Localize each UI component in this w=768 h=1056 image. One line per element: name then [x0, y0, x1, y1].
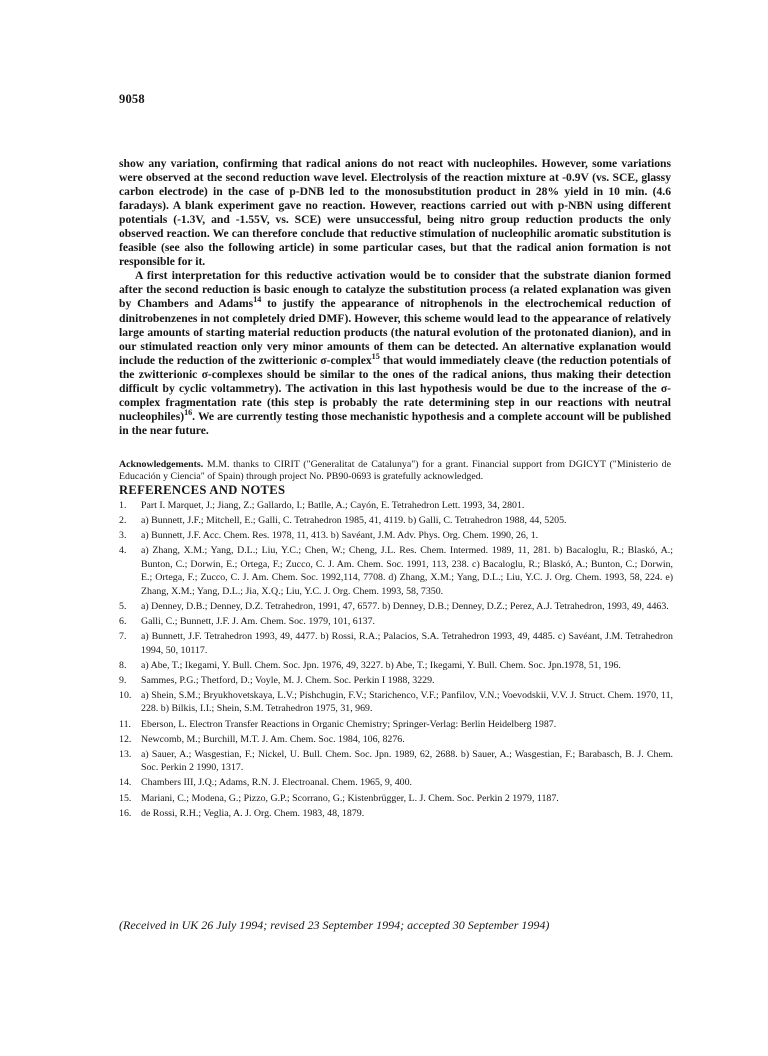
reference-item [119, 674, 673, 687]
reference-item [119, 776, 673, 789]
reference-number: 1. [119, 500, 127, 511]
reference-item [119, 718, 673, 731]
body-text [119, 157, 671, 438]
references-title: REFERENCES AND NOTES [119, 483, 286, 497]
reference-text: Part I. Marquet, J.; Jiang, Z.; Gallardo, I.; Batlle, A.; Cayón, E. Tetrahedron Lett. 1993, 34, 2801. [141, 500, 525, 511]
reference-number: 6. [119, 616, 127, 627]
reference-item [119, 615, 673, 628]
reference-number: 12. [119, 733, 132, 745]
reference-number: 13. [119, 748, 132, 760]
paragraph-2 [119, 269, 671, 438]
reference-text: a) Bunnett, J.F. Tetrahedron 1993, 49, 4477. b) Rossi, R.A.; Palacios, S.A. Tetrahedron 1993, 49, 4485. c) Savéant, J.M. Tetrahedron 1994, 50, 10117. [141, 631, 673, 656]
reference-text: a) Denney, D.B.; Denney, D.Z. Tetrahedron, 1991, 47, 6577. b) Denney, D.B.; Denney, D.Z.; Perez, A.J. Tetrahedron, 1993, 49, 4463. [141, 600, 669, 612]
reference-text: Galli, C.; Bunnett, J.F. J. Am. Chem. Soc. 1979, 101, 6137. [141, 616, 376, 627]
reference-number: 15. [119, 792, 132, 804]
reference-item [119, 544, 673, 598]
reference-item [119, 529, 673, 542]
reference-text: Mariani, C.; Modena, G.; Pizzo, G.P.; Scorrano, G.; Kistenbrügger, L. J. Chem. Soc. Perkin 2 1979, 1187. [141, 792, 559, 804]
received-dates: (Received in UK 26 July 1994; revised 23 September 1994; accepted 30 September 1994) [119, 918, 550, 932]
reference-number: 14. [119, 777, 132, 789]
reference-item [119, 807, 673, 820]
reference-text: Newcomb, M.; Burchill, M.T. J. Am. Chem. Soc. 1984, 106, 8276. [141, 733, 405, 745]
reference-item [119, 733, 673, 746]
paragraph-2-part-c: that would immediately cleave (the reduction potentials of the zwitterionic σ-complexes should be similar to the ones of the radical anions, thus making their detection difficult by cyclic voltammetry). The activation in this last hypothesis would be due to the increase of the σ-complex fragmentation rate (this step is probably the rate determining step in our reactions with neutral nucleophiles) [119, 353, 671, 423]
reference-number: 3. [119, 530, 127, 542]
reference-number: 2. [119, 515, 127, 527]
reference-number: 5. [119, 600, 127, 612]
reference-text: a) Zhang, X.M.; Yang, D.L.; Liu, Y.C.; Chen, W.; Cheng, J.L. Res. Chem. Intermed. 1989, 11, 281. b) Bacaloglu, R.; Blaskó, A.; Bunton, C.; Dorwin, E.; Ortega, F.; Zucco, C. J. Am. Chem. Soc. 1991, 113, 238. c) Bacaloglu, R.; Blaskó, A.; Bunton, C.; Dorwin, E.; Ortega, F.; Zucco, C. J. Am. Chem. Soc. 1992,114, 7708. d) Zhang, X.M.; Yang, D.L.; Liu, Y.C. J. Org. Chem. 1993, 58, 224. e) Zhang, X.M.; Yang, D.L.; Jia, X.Q.; Liu, Y.C. J. Org. Chem. 1993, 58, 7350. [141, 545, 673, 597]
reference-item [119, 514, 673, 527]
reference-text: a) Sauer, A.; Wasgestian, F.; Nickel, U. Bull. Chem. Soc. Jpn. 1989, 62, 2688. b) Sauer, A.; Wasgestian, F.; Barabasch, B. J. Chem. Soc. Perkin 2 1990, 1317. [141, 748, 673, 774]
paragraph-2-part-b: to justify the appearance of nitrophenols in the electrochemical reduction of dinitrobenzenes in not completely dried DMF). However, this scheme would lead to the appearance of relatively large amounts of starting material reduction products (the natural evolution of the protonated dianion), and in our stimulated reaction only very minor amounts of them can be detected. An alternative explanation would include the reduction of the zwitterionic σ-complex [119, 297, 671, 367]
reference-text: Chambers III, J.Q.; Adams, R.N. J. Electroanal. Chem. 1965, 9, 400. [141, 777, 412, 789]
paragraph-2-part-a: A first interpretation for this reductive activation would be to consider that the substrate dianion formed after the second reduction is basic enough to catalyze the substitution process (a related explanation was given by Chambers and Adams [119, 269, 671, 311]
paragraph-1: show any variation, confirming that radical anions do not react with nucleophiles. However, some variations were observed at the second reduction wave level. Electrolysis of the reaction mixture at -0.9V (vs. SCE, glassy carbon electrode) in the case of p-DNB led to the monosubstitution product in 28% yield in 10 min. (4.6 faradays). A blank experiment gave no reaction. However, reactions carried out with p-NBN using different potentials (-1.3V, and -1.55V, vs. SCE) were unsuccessful, being nitro group reduction products the only observed reaction. We can therefore conclude that reductive stimulation of nucleophilic aromatic substitution is feasible (see also the following article) in some particular cases, but that the radical anion formation is not responsible for it. [119, 157, 671, 269]
reference-text: a) Bunnett, J.F.; Mitchell, E.; Galli, C. Tetrahedron 1985, 41, 4119. b) Galli, C. Tetrahedron 1988, 44, 5205. [141, 515, 567, 527]
reference-number: 11. [119, 718, 131, 730]
reference-number: 10. [119, 690, 132, 702]
reference-number: 16. [119, 807, 132, 819]
references-list [119, 499, 673, 822]
citation-16: 16 [184, 407, 193, 417]
reference-item [119, 748, 673, 775]
reference-text: a) Abe, T.; Ikegami, Y. Bull. Chem. Soc. Jpn. 1976, 49, 3227. b) Abe, T.; Ikegami, Y. Bull. Chem. Soc. Jpn.1978, 51, 196. [141, 659, 621, 671]
reference-number: 8. [119, 659, 127, 671]
paragraph-2-part-d: . We are currently testing those mechanistic hypothesis and a complete account will be published in the near future. [119, 409, 671, 437]
reference-text: a) Bunnett, J.F. Acc. Chem. Res. 1978, 11, 413. b) Savéant, J.M. Adv. Phys. Org. Chem. 1990, 26, 1. [141, 530, 539, 542]
reference-item [119, 499, 673, 512]
acknowledgements-heading: Acknowledgements. [119, 459, 204, 470]
reference-number: 9. [119, 674, 127, 686]
reference-item [119, 600, 673, 613]
reference-item [119, 630, 673, 657]
reference-item [119, 659, 673, 672]
reference-text: Sammes, P.G.; Thetford, D.; Voyle, M. J. Chem. Soc. Perkin I 1988, 3229. [141, 674, 435, 686]
citation-15: 15 [371, 351, 380, 361]
reference-text: a) Shein, S.M.; Bryukhovetskaya, L.V.; Pishchugin, F.V.; Starichenco, V.F.; Panfilov, V.N.; Voevodskii, V.V. J. Struct. Chem. 1970, 11, 228. b) Bilkis, I.I.; Shein, S.M. Tetrahedron 1975, 31, 969. [141, 690, 673, 715]
reference-item [119, 792, 673, 805]
acknowledgements [119, 459, 671, 484]
reference-number: 7. [119, 631, 127, 643]
reference-text: Eberson, L. Electron Transfer Reactions in Organic Chemistry; Springer-Verlag: Berlin Heidelberg 1987. [141, 718, 557, 730]
citation-14: 14 [253, 295, 262, 305]
reference-number: 4. [119, 545, 127, 557]
reference-text: de Rossi, R.H.; Veglia, A. J. Org. Chem. 1983, 48, 1879. [141, 807, 365, 819]
acknowledgements-text: M.M. thanks to CIRIT ("Generalitat de Catalunya") for a grant. Financial support from DGICYT ("Ministerio de Educación y Ciencia" of Spain) through project No. PB90-0693 is gratefully acknowledged. [119, 459, 671, 483]
reference-item [119, 689, 673, 716]
page-number: 9058 [119, 92, 145, 106]
